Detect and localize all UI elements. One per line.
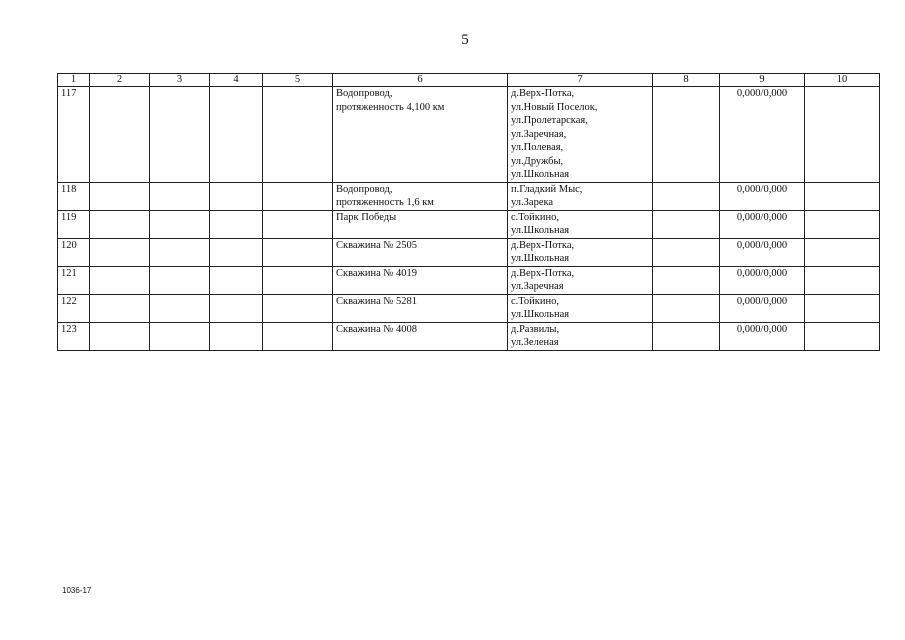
empty-cell (805, 87, 880, 183)
empty-cell (263, 87, 333, 183)
address-line: ул.Дружбы, (511, 155, 564, 167)
value-cell: 0,000/0,000 (720, 87, 805, 183)
empty-cell (210, 87, 263, 183)
object-name-cell (333, 182, 508, 210)
address-line: д.Верх-Потка, (511, 88, 575, 99)
empty-cell (263, 266, 333, 294)
empty-cell (90, 210, 150, 238)
object-name-line: Парк Победы (336, 211, 397, 223)
address-line: д.Развилы, (511, 323, 560, 335)
address-cell (508, 182, 653, 210)
empty-cell (805, 182, 880, 210)
empty-cell (150, 87, 210, 183)
table-row (58, 182, 880, 210)
object-name-line: Скважина № 5281 (336, 295, 418, 307)
table-row (58, 294, 880, 322)
address-cell (508, 266, 653, 294)
address-cell (508, 210, 653, 238)
empty-cell (263, 182, 333, 210)
empty-cell (90, 294, 150, 322)
table-row (58, 322, 880, 350)
table-row (58, 210, 880, 238)
column-header: 3 (150, 74, 210, 87)
address-line: ул.Заречная (511, 281, 564, 292)
empty-cell (90, 238, 150, 266)
empty-cell (210, 238, 263, 266)
value-cell: 0,000/0,000 (720, 322, 805, 350)
empty-cell (805, 266, 880, 294)
empty-cell (90, 182, 150, 210)
empty-cell (150, 266, 210, 294)
address-line: ул.Школьная (511, 169, 570, 180)
row-number: 118 (58, 182, 90, 210)
address-line: д.Верх-Потка, (511, 267, 575, 279)
address-line: п.Гладкий Мыс, (511, 183, 583, 195)
column-header: 7 (508, 74, 653, 87)
empty-cell (150, 294, 210, 322)
empty-cell (653, 294, 720, 322)
address-line: с.Тойкино, (511, 211, 559, 223)
empty-cell (805, 322, 880, 350)
address-cell (508, 238, 653, 266)
column-header: 10 (805, 74, 880, 87)
empty-cell (653, 238, 720, 266)
empty-cell (210, 322, 263, 350)
empty-cell (150, 182, 210, 210)
object-name-cell (333, 294, 508, 322)
empty-cell (805, 294, 880, 322)
document-code: 1036-17 (62, 586, 92, 595)
column-header: 8 (653, 74, 720, 87)
empty-cell (210, 210, 263, 238)
value-cell: 0,000/0,000 (720, 182, 805, 210)
address-line: ул.Зеленая (511, 337, 559, 348)
address-cell (508, 294, 653, 322)
column-header: 2 (90, 74, 150, 87)
value-cell: 0,000/0,000 (720, 210, 805, 238)
empty-cell (653, 182, 720, 210)
empty-cell (263, 322, 333, 350)
address-line: ул.Пролетарская, (511, 115, 588, 126)
empty-cell (210, 294, 263, 322)
row-number: 117 (58, 87, 90, 183)
address-line: ул.Новый Поселок, (511, 101, 598, 113)
address-cell (508, 322, 653, 350)
object-name-line: Скважина № 2505 (336, 239, 418, 251)
empty-cell (805, 238, 880, 266)
object-name-line: Водопровод, (336, 88, 393, 99)
empty-cell (263, 294, 333, 322)
value-cell: 0,000/0,000 (720, 294, 805, 322)
table-row (58, 238, 880, 266)
empty-cell (150, 238, 210, 266)
empty-cell (653, 322, 720, 350)
address-line: ул.Заречная, (511, 128, 567, 140)
row-number: 122 (58, 294, 90, 322)
table-row (58, 266, 880, 294)
object-name-cell (333, 87, 508, 183)
object-name-cell (333, 210, 508, 238)
object-name-cell (333, 266, 508, 294)
address-line: с.Тойкино, (511, 295, 559, 307)
page-number: 5 (461, 32, 469, 48)
empty-cell (263, 238, 333, 266)
empty-cell (90, 322, 150, 350)
row-number: 121 (58, 266, 90, 294)
address-line: ул.Полевая, (511, 142, 564, 153)
empty-cell (210, 182, 263, 210)
empty-cell (90, 87, 150, 183)
table-row (58, 87, 880, 183)
object-name-cell (333, 238, 508, 266)
column-header: 6 (333, 74, 508, 87)
column-header: 9 (720, 74, 805, 87)
object-name-line: Водопровод, (336, 183, 393, 195)
row-number: 120 (58, 238, 90, 266)
column-header: 5 (263, 74, 333, 87)
value-cell: 0,000/0,000 (720, 238, 805, 266)
empty-cell (150, 210, 210, 238)
value-cell: 0,000/0,000 (720, 266, 805, 294)
address-line: д.Верх-Потка, (511, 239, 575, 251)
empty-cell (805, 210, 880, 238)
address-line: ул.Школьная (511, 309, 570, 320)
empty-cell (653, 87, 720, 183)
object-name-line: Скважина № 4008 (336, 323, 418, 335)
property-register-table (57, 73, 880, 351)
empty-cell (210, 266, 263, 294)
object-name-cell (333, 322, 508, 350)
address-line: ул.Школьная (511, 253, 570, 264)
object-name-line: Скважина № 4019 (336, 267, 418, 279)
column-header: 4 (210, 74, 263, 87)
empty-cell (653, 210, 720, 238)
empty-cell (90, 266, 150, 294)
empty-cell (653, 266, 720, 294)
column-number-header-row (58, 74, 880, 87)
row-number: 123 (58, 322, 90, 350)
address-line: ул.Школьная (511, 225, 570, 236)
row-number: 119 (58, 210, 90, 238)
object-name-line: протяженность 4,100 км (336, 101, 445, 113)
column-header: 1 (58, 74, 90, 87)
empty-cell (263, 210, 333, 238)
address-line: ул.Зарека (511, 197, 554, 208)
empty-cell (150, 322, 210, 350)
object-name-line: протяженность 1,6 км (336, 197, 434, 208)
address-cell (508, 87, 653, 183)
